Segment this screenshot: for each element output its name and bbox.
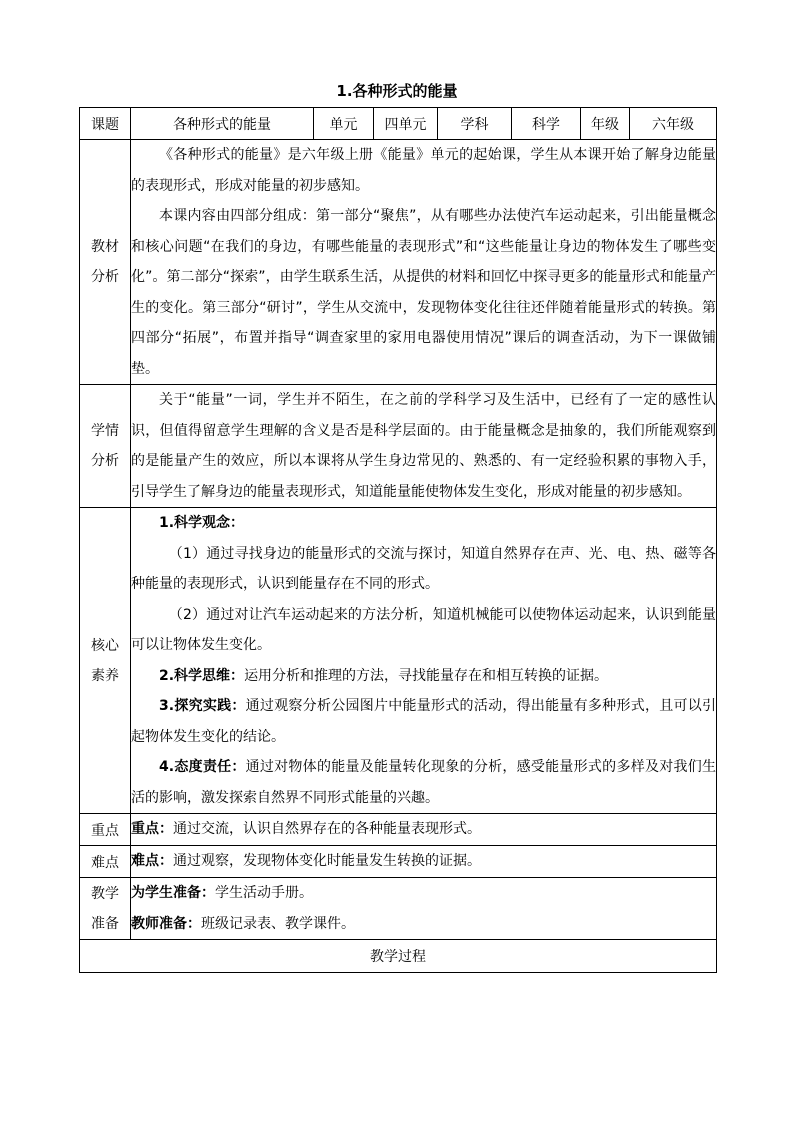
- page-title: 1.各种形式的能量: [336, 82, 458, 100]
- body-text: 通过交流，认识自然界存在的各种能量表现形式。: [173, 821, 481, 838]
- difficulty-label: 难点: [80, 846, 131, 878]
- body-text: 通过观察，发现物体变化时能量发生转换的证据。: [173, 853, 481, 870]
- label-line-1: 学情: [91, 423, 119, 439]
- bold-text: 为学生准备：: [131, 885, 215, 901]
- label-line-2: 分析: [91, 453, 119, 469]
- heading-text: 4.态度责任：: [159, 759, 246, 775]
- difficulty-row: [80, 846, 717, 878]
- teaching-process-caption: 教学过程: [80, 940, 717, 973]
- key-point-row: [80, 814, 717, 846]
- paragraph: [131, 691, 716, 752]
- label-line-2: 分析: [91, 269, 119, 285]
- body-text: 通过观察分析公园图片中能量形式的活动，得出能量有多种形式，且可以引起物体发生变化的结论。: [131, 698, 717, 745]
- key-point-content: [131, 814, 717, 846]
- header-grade-value: 六年级: [630, 108, 717, 140]
- header-row: [80, 108, 717, 140]
- section-heading: [131, 508, 716, 539]
- teaching-prep-row: [80, 878, 717, 940]
- heading-text: 2.科学思维：: [159, 667, 245, 684]
- label-line-2: 素养: [91, 667, 119, 684]
- paragraph: 本课内容由四部分组成：第一部分“聚焦”，从有哪些办法使汽车运动起来，引出能量概念和核心问题“在我们的身边，有哪些能量的表现形式”和“这些能量让身边的物体发生了哪些变化”。第二部分“探索”，由学生联系生活，从提供的材料和回忆中探寻更多的能量形式和能量产生的变化。第三部分“研讨”，学生从交流中，发现物体变化往往还伴随着能量形式的转换。第四部分“拓展”，布置并指导“调查家里的家用电器使用情况”课后的调查活动，为下一课做铺垫。: [131, 208, 716, 377]
- paragraph: [131, 752, 716, 813]
- paragraph: [131, 909, 716, 940]
- body-text: 学生活动手册。: [215, 885, 313, 901]
- bold-text: 重点：: [131, 821, 173, 838]
- header-unit-value: 四单元: [374, 108, 438, 140]
- difficulty-content: [131, 846, 717, 878]
- paragraph: [131, 878, 716, 909]
- body-text: 班级记录表、教学课件。: [201, 915, 355, 932]
- bold-text: 难点：: [131, 853, 173, 870]
- paragraph: 《各种形式的能量》是六年级上册《能量》单元的起始课，学生从本课开始了解身边能量的表现形式，形成对能量的初步感知。: [131, 147, 716, 194]
- body-text: 通过对物体的能量及能量转化现象的分析，感受能量形式的多样及对我们生活的影响，激发探索自然界不同形式能量的兴趣。: [131, 759, 717, 806]
- heading-text: 1.科学观念：: [159, 515, 245, 531]
- textbook-analysis-content: [131, 140, 717, 385]
- label-line-1: 教学: [91, 885, 119, 902]
- teaching-prep-content: [131, 878, 717, 940]
- teaching-prep-label: [80, 878, 131, 940]
- lesson-plan-table: [79, 107, 717, 973]
- paragraph: 关于“能量”一词，学生并不陌生，在之前的学科学习及生活中，已经有了一定的感性认识，但值得留意学生理解的含义是否是科学层面的。由于能量概念是抽象的，我们所能观察到的是能量产生的效应，所以本课将从学生身边常见的、熟悉的、有一定经验积累的事物入手，引导学生了解身边的能量表现形式，知道能量能使物体发生变化，形成对能量的初步感知。: [131, 392, 716, 500]
- bold-text: 教师准备：: [131, 915, 201, 932]
- core-literacy-row: [80, 508, 717, 814]
- textbook-analysis-label: [80, 140, 131, 385]
- learner-analysis-row: [80, 385, 717, 508]
- header-grade-label: 年级: [581, 108, 630, 140]
- label-line-1: 教材: [91, 239, 119, 255]
- paragraph: [131, 846, 716, 877]
- header-subject-value: 科学: [512, 108, 581, 140]
- body-text: 运用分析和推理的方法，寻找能量存在和相互转换的证据。: [244, 667, 609, 684]
- learner-analysis-label: [80, 385, 131, 508]
- textbook-analysis-row: [80, 140, 717, 385]
- header-topic-label: 课题: [80, 108, 131, 140]
- header-unit-label: 单元: [314, 108, 374, 140]
- label-line-1: 核心: [91, 637, 119, 654]
- core-literacy-content: [131, 508, 717, 814]
- paragraph: （2）通过对让汽车运动起来的方法分析，知道机械能可以使物体运动起来，认识到能量可以让物体发生变化。: [131, 606, 716, 653]
- key-point-label: 重点: [80, 814, 131, 846]
- paragraph: [131, 661, 716, 692]
- process-caption-row: [80, 940, 717, 973]
- paragraph: [131, 814, 716, 845]
- header-topic-value: 各种形式的能量: [131, 108, 314, 140]
- learner-analysis-content: [131, 385, 717, 508]
- header-subject-label: 学科: [438, 108, 512, 140]
- core-literacy-label: [80, 508, 131, 814]
- heading-text: 3.探究实践：: [159, 698, 246, 714]
- paragraph: （1）通过寻找身边的能量形式的交流与探讨，知道自然界存在声、光、电、热、磁等各种能量的表现形式，认识到能量存在不同的形式。: [131, 545, 716, 592]
- label-line-2: 准备: [91, 915, 119, 932]
